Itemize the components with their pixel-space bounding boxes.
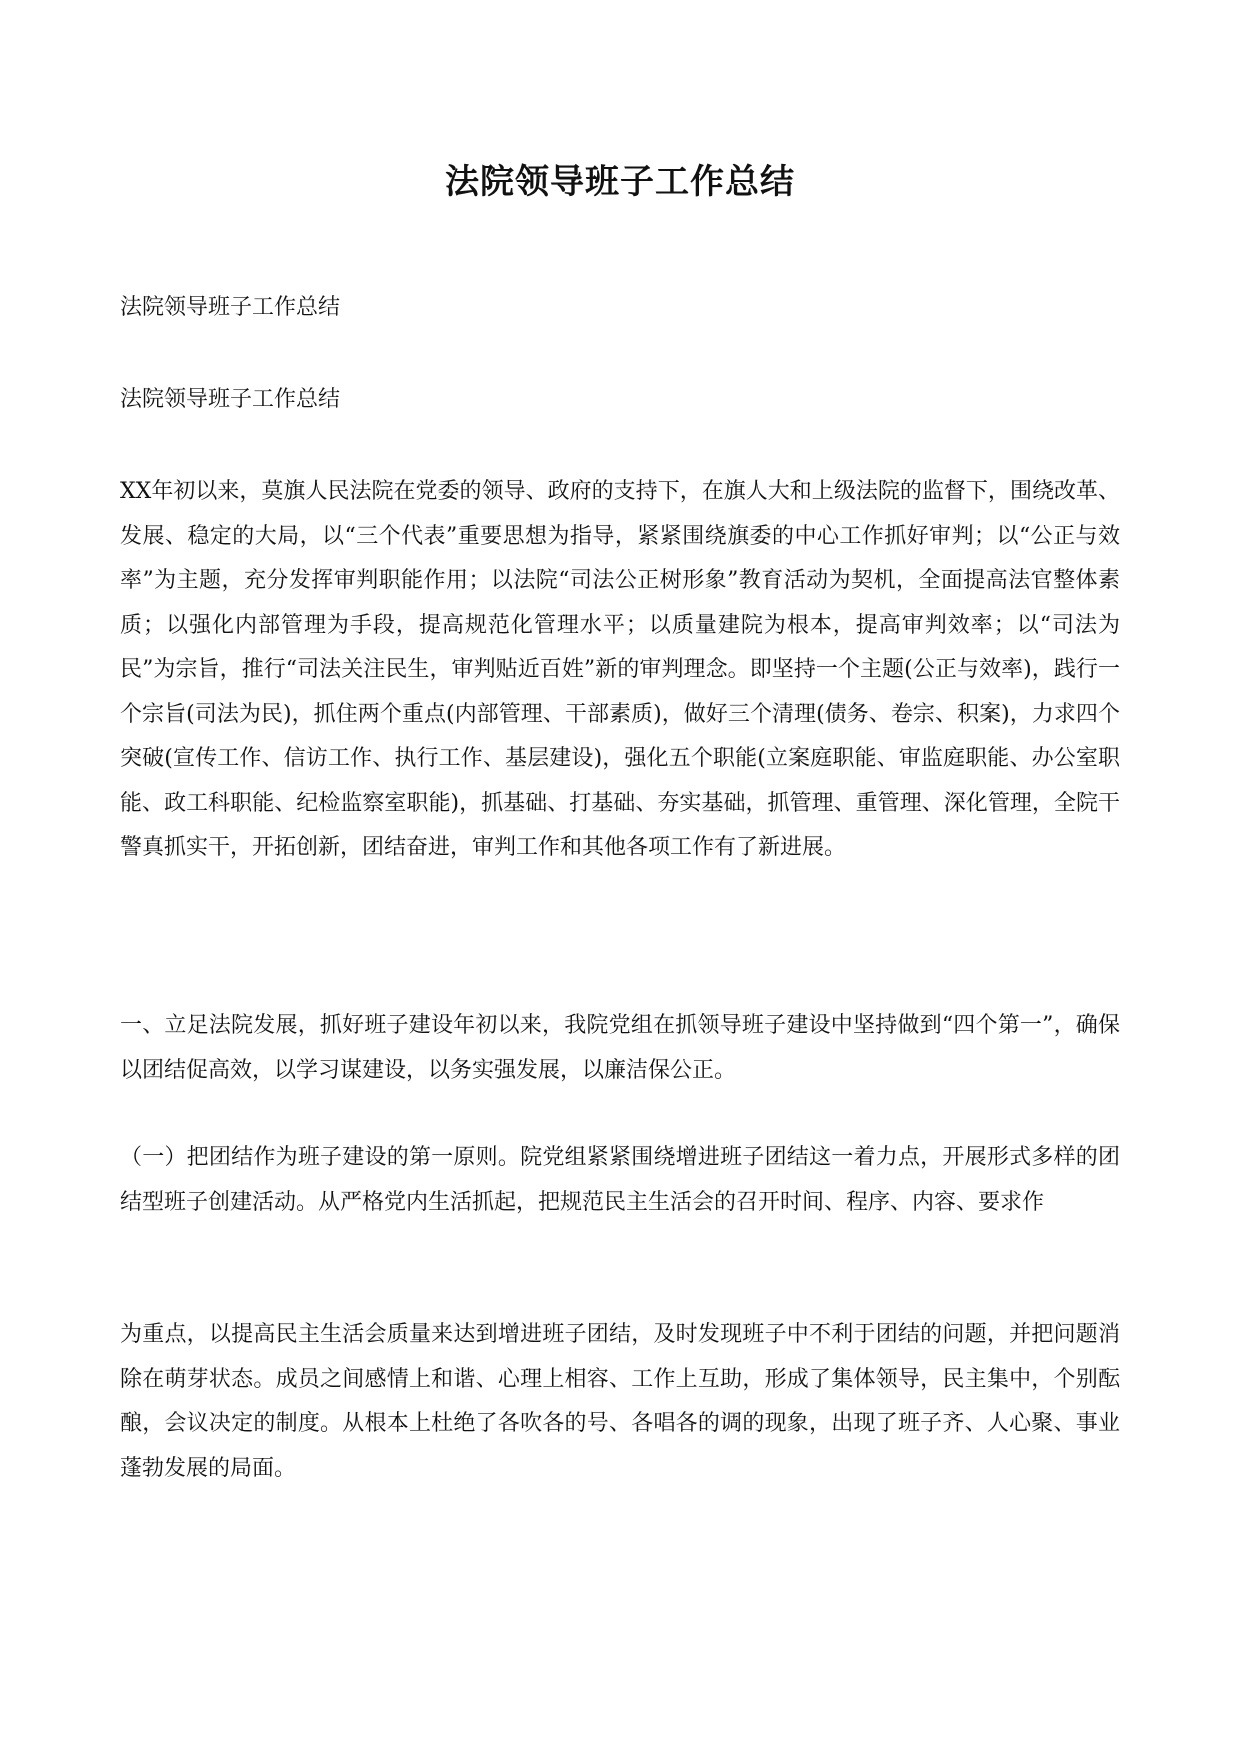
paragraph-item-one-continued: 为重点，以提高民主生活会质量来达到增进班子团结，及时发现班子中不利于团结的问题，并把问题消除在萌芽状态。成员之间感情上和谐、心理上相容、工作上互助，形成了集体领导，民主集中，个别酝酿，会议决定的制度。从根本上杜绝了各吹各的号、各唱各的调的现象，出现了班子齐、人心聚、事业蓬勃发展的局面。 [120, 1322, 1120, 1481]
document-title: 法院领导班子工作总结 [445, 162, 795, 202]
paragraph-item-one: （一）把团结作为班子建设的第一原则。院党组紧紧围绕增进班子团结这一着力点，开展形式多样的团结型班子创建活动。从严格党内生活抓起，把规范民主生活会的召开时间、程序、内容、要求作 [120, 1145, 1120, 1215]
paragraph-subtitle-2: 法院领导班子工作总结 [120, 387, 341, 412]
paragraph-section-one: 一、立足法院发展，抓好班子建设年初以来，我院党组在抓领导班子建设中坚持做到“四个第一”，确保以团结促高效，以学习谋建设，以务实强发展，以廉洁保公正。 [120, 1013, 1120, 1083]
paragraph-intro: XX年初以来，莫旗人民法院在党委的领导、政府的支持下，在旗人大和上级法院的监督下，围绕改革、发展、稳定的大局，以“三个代表”重要思想为指导，紧紧围绕旗委的中心工作抓好审判；以“公正与效率”为主题，充分发挥审判职能作用；以法院“司法公正树形象”教育活动为契机，全面提高法官整体素质；以强化内部管理为手段，提高规范化管理水平；以质量建院为根本，提高审判效率；以“司法为民”为宗旨，推行“司法关注民生，审判贴近百姓”新的审判理念。即坚持一个主题(公正与效率)，践行一个宗旨(司法为民)，抓住两个重点(内部管理、干部素质)，做好三个清理(债务、卷宗、积案)，力求四个突破(宣传工作、信访工作、执行工作、基层建设)，强化五个职能(立案庭职能、审监庭职能、办公室职能、政工科职能、纪检监察室职能)，抓基础、打基础、夯实基础，抓管理、重管理、深化管理，全院干警真抓实干，开拓创新，团结奋进，审判工作和其他各项工作有了新进展。 [120, 479, 1120, 860]
paragraph-subtitle-1: 法院领导班子工作总结 [120, 295, 341, 320]
